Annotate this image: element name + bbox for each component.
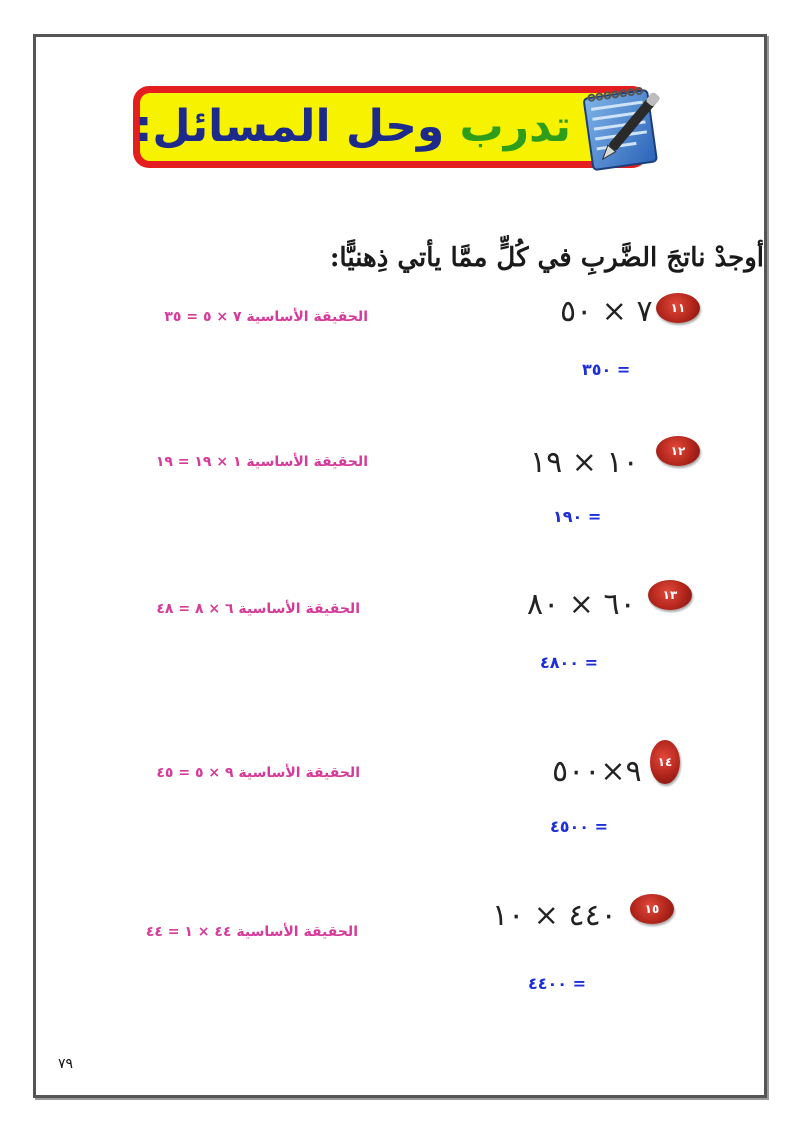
problem-expression: ٩×٥٠٠ <box>552 754 642 789</box>
problem-expression: ٧ × ٥٠ <box>560 294 653 329</box>
basic-fact: الحقيقة الأساسية ٧ × ٥ = ٣٥ <box>164 309 368 325</box>
basic-fact: الحقيقة الأساسية ١ × ١٩ = ١٩ <box>155 454 368 470</box>
problem-number-badge: ١٢ <box>656 436 700 466</box>
notepad-pen-icon <box>566 78 674 178</box>
page-title <box>135 93 571 161</box>
instruction-text: أوجدْ ناتجَ الضَّربِ في كُلٍّ ممَّا يأتي ذِهنيًّا: <box>329 243 764 273</box>
basic-fact: الحقيقة الأساسية ٤٤ × ١ = ٤٤ <box>145 924 358 940</box>
basic-fact: الحقيقة الأساسية ٦ × ٨ = ٤٨ <box>156 601 360 617</box>
problem-number-badge: ١٥ <box>630 894 674 924</box>
problem-answer: = ٤٨٠٠ <box>540 653 599 672</box>
problem-answer: = ٤٥٠٠ <box>550 817 609 836</box>
title-word-solve-problems: وحل المسائل: <box>134 101 445 152</box>
problem-number-badge: ١٤ <box>650 740 680 784</box>
problem-number-badge: ١١ <box>656 293 700 323</box>
problem-answer: = ٤٤٠٠ <box>528 974 587 993</box>
problem-answer: = ٣٥٠ <box>582 360 631 379</box>
problem-expression: ٤٤٠ × ١٠ <box>492 898 617 933</box>
problem-number-badge: ١٣ <box>648 580 692 610</box>
problem-answer: = ١٩٠ <box>553 507 602 526</box>
problem-expression: ٦٠ × ٨٠ <box>527 587 636 622</box>
page-number: ٧٩ <box>58 1056 74 1072</box>
problem-expression: ١٠ × ١٩ <box>530 445 639 480</box>
basic-fact: الحقيقة الأساسية ٩ × ٥ = ٤٥ <box>156 765 360 781</box>
title-word-practice: تدرب <box>459 101 571 152</box>
